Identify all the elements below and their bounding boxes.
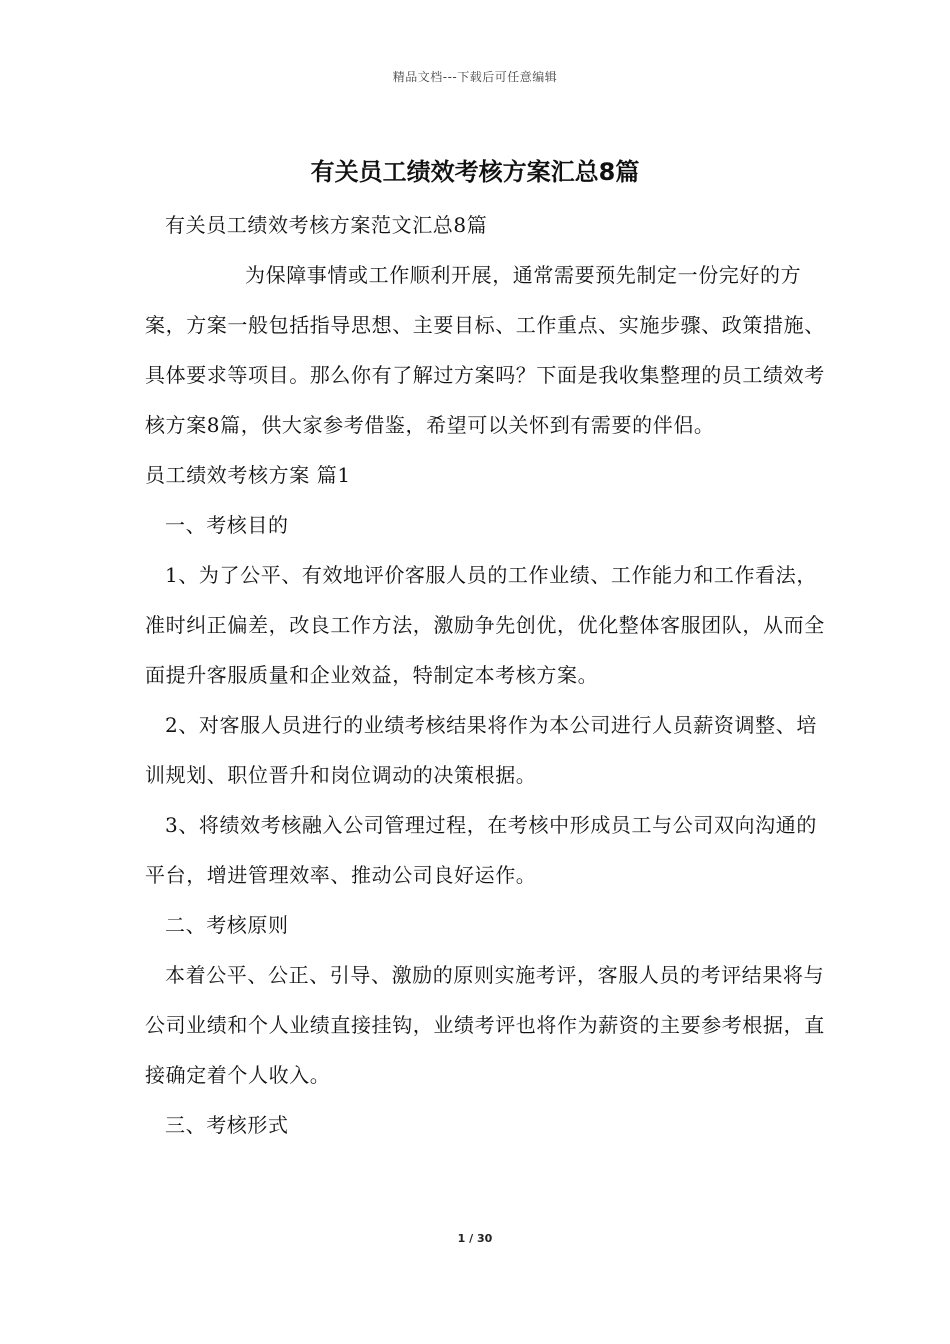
- intro-paragraph: 为保障事情或工作顺利开展，通常需要预先制定一份完好的方案，方案一般包括指导思想、主要目标、工作重点、实施步骤、政策措施、具体要求等项目。那么你有了解过方案吗？下面是我收集整理的员工绩效考核方案8篇，供大家参考借鉴，希望可以关怀到有需要的伴侣。: [145, 263, 825, 437]
- subsection-heading: 三、考核形式: [165, 1113, 289, 1137]
- header-note: 精品文档---下载后可任意编辑: [392, 70, 558, 84]
- body-paragraph: 1、为了公平、有效地评价客服人员的工作业绩、工作能力和工作看法，准时纠正偏差，改良工作方法，激励争先创优，优化整体客服团队，从而全面提升客服质量和企业效益，特制定本考核方案。: [145, 563, 825, 687]
- body-paragraph: 3、将绩效考核融入公司管理过程，在考核中形成员工与公司双向沟通的平台，增进管理效率、推动公司良好运作。: [145, 813, 817, 887]
- subsection-heading: 二、考核原则: [165, 913, 289, 937]
- section-heading: 员工绩效考核方案 篇1: [145, 463, 351, 487]
- subsection-heading: 一、考核目的: [165, 513, 289, 537]
- body-paragraph: 本着公平、公正、引导、激励的原则实施考评，客服人员的考评结果将与公司业绩和个人业绩直接挂钩，业绩考评也将作为薪资的主要参考根据，直接确定着个人收入。: [145, 963, 825, 1087]
- document-body: [145, 200, 825, 1150]
- page-number: 1 / 30: [457, 1232, 493, 1245]
- subtitle-paragraph: 有关员工绩效考核方案范文汇总8篇: [165, 213, 488, 237]
- document-title: 有关员工绩效考核方案汇总8篇: [310, 158, 640, 186]
- body-paragraph: 2、对客服人员进行的业绩考核结果将作为本公司进行人员薪资调整、培训规划、职位晋升和岗位调动的决策根据。: [145, 713, 817, 787]
